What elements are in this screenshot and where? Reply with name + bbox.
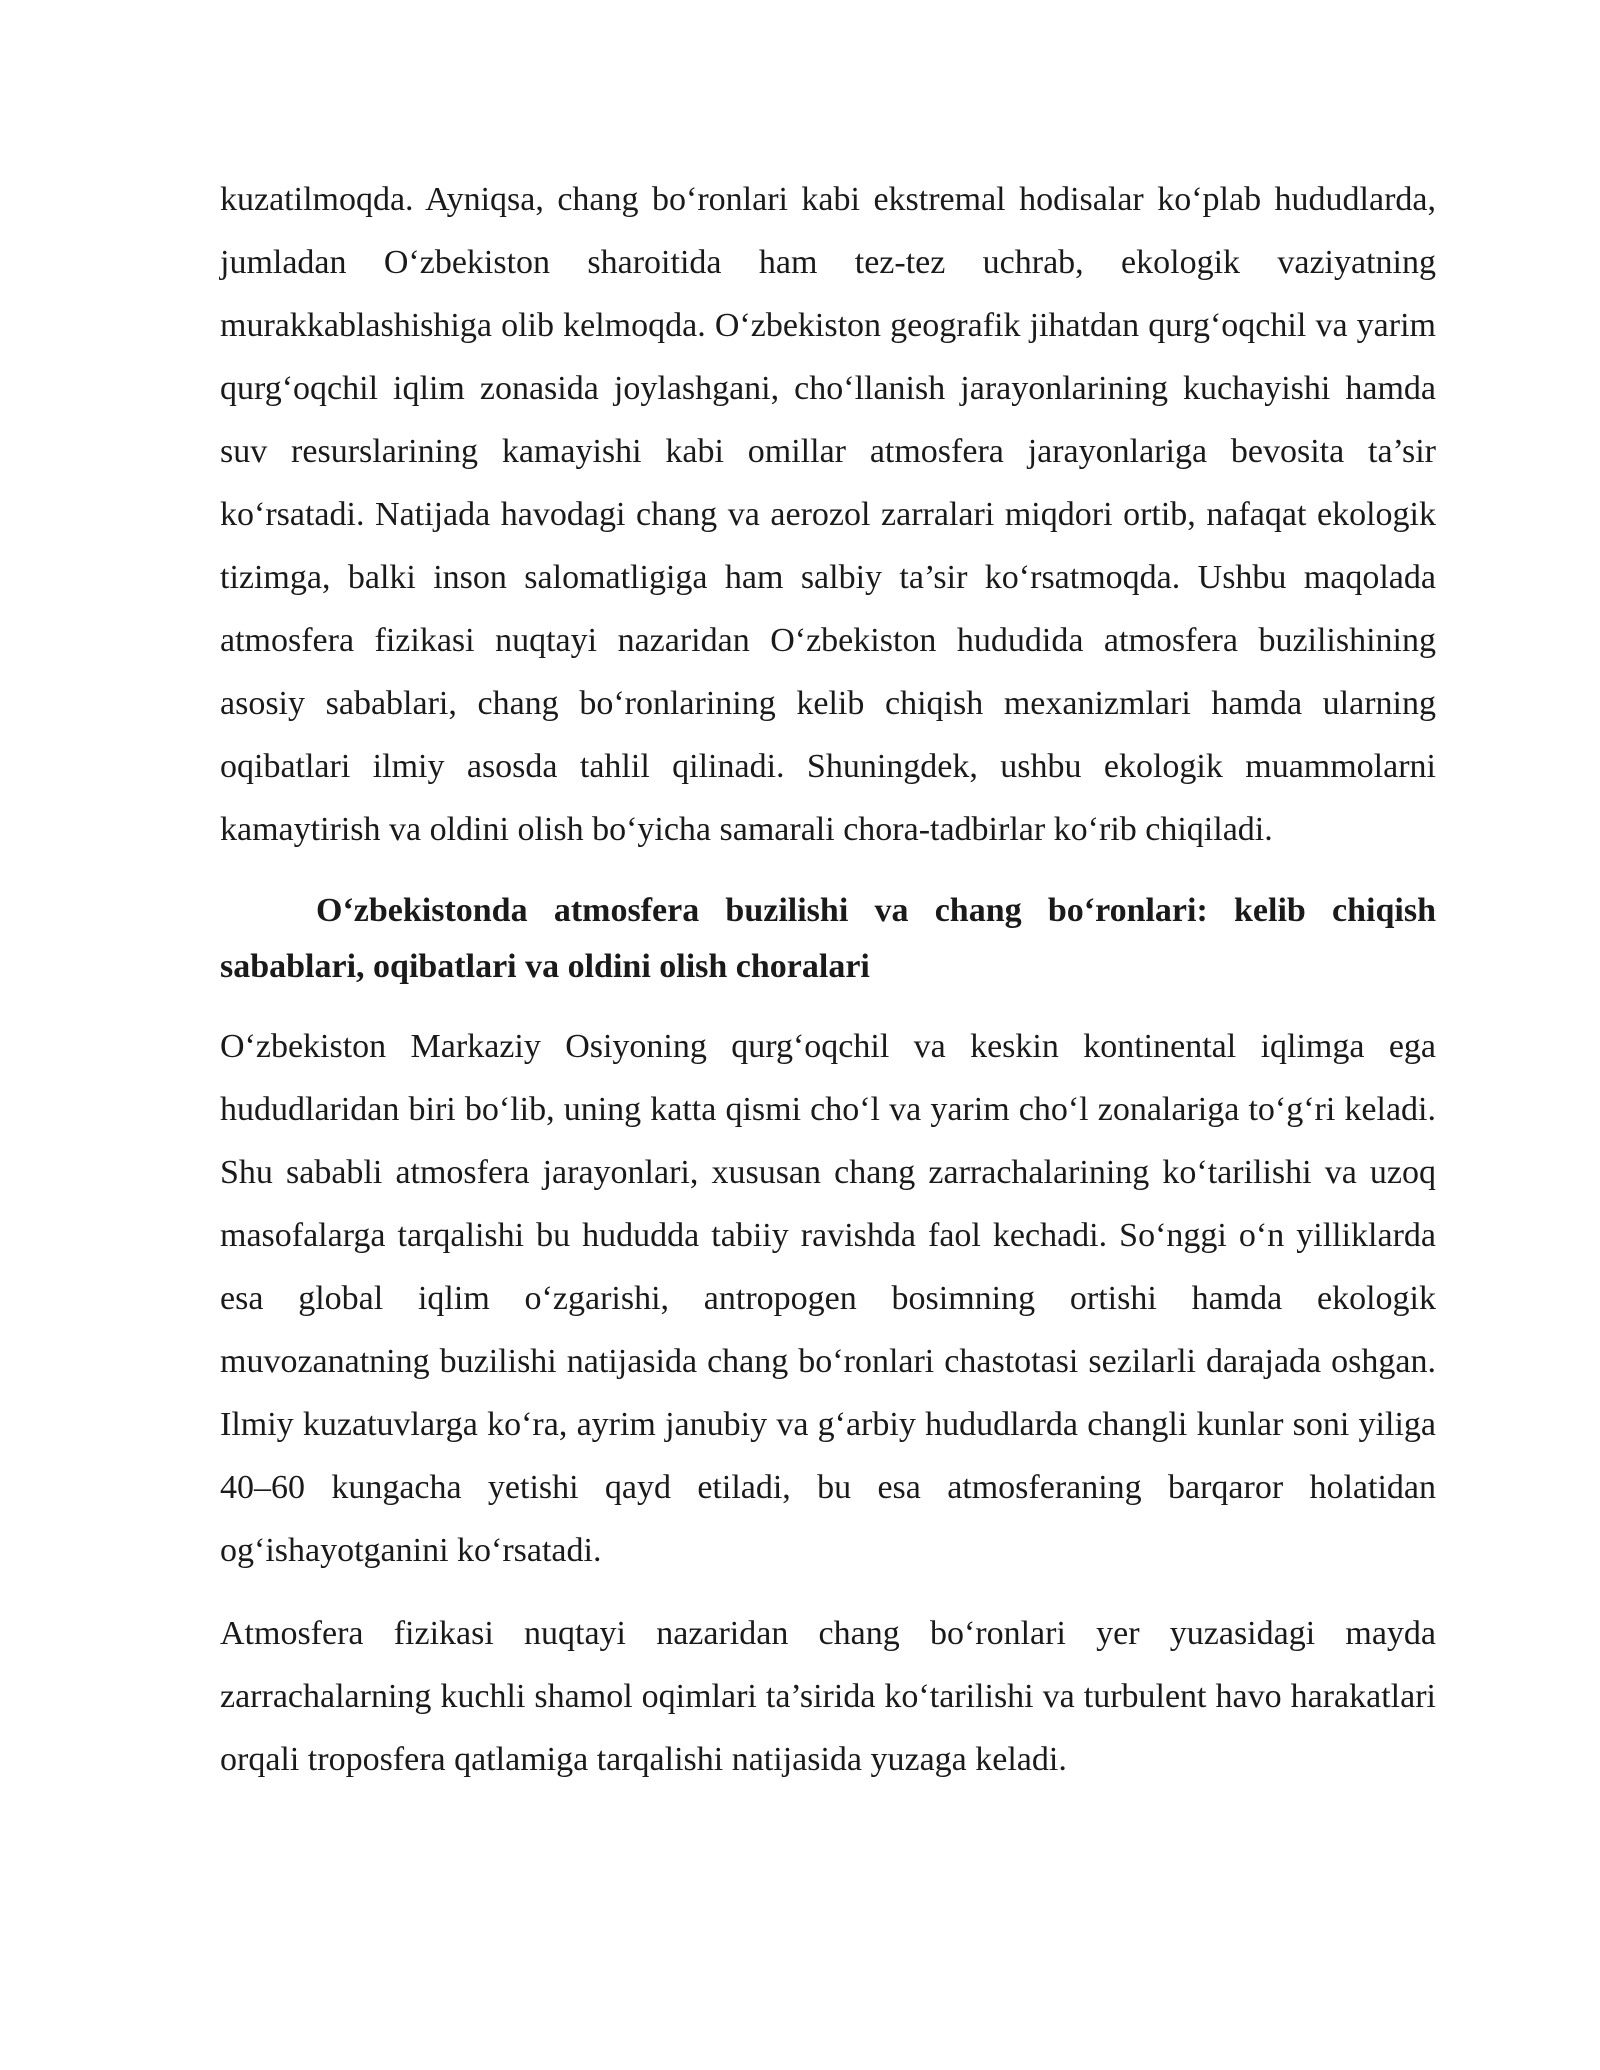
body-paragraph-intro: kuzatilmoqda. Ayniqsa, chang bo‘ronlari kabi ekstremal hodisalar ko‘plab hududlarda, jumladan O‘zbekiston sharoitida ham tez-tez uchrab, ekologik vaziyatning murakkablashishiga olib kelmoqda. O‘zbekiston geografik jihatdan qurg‘oqchil va yarim qurg‘oqchil iqlim zonasida joylashgani, cho‘llanish jarayonlarining kuchayishi hamda suv resurslarining kamayishi kabi omillar atmosfera jarayonlariga bevosita ta’sir ko‘rsatadi. Natijada havodagi chang va aerozol zarralari miqdori ortib, nafaqat ekologik tizimga, balki inson salomatligiga ham salbiy ta’sir ko‘rsatmoqda. Ushbu maqolada atmosfera fizikasi nuqtayi nazaridan O‘zbekiston hududida atmosfera buzilishining asosiy sabablari, chang bo‘ronlarining kelib chiqish mexanizmlari hamda ularning oqibatlari ilmiy asosda tahlil qilinadi. Shuningdek, ushbu ekologik muammolarni kamaytirish va oldini olish bo‘yicha samarali chora-tadbirlar ko‘rib chiqiladi. (220, 181, 1436, 848)
document-page (220, 168, 1436, 1791)
body-paragraph-geography: O‘zbekiston Markaziy Osiyoning qurg‘oqchil va keskin kontinental iqlimga ega hududlaridan biri bo‘lib, uning katta qismi cho‘l va yarim cho‘l zonalariga to‘g‘ri keladi. Shu sababli atmosfera jarayonlari, xususan chang zarrachalarining ko‘tarilishi va uzoq masofalarga tarqalishi bu hududda tabiiy ravishda faol kechadi. So‘nggi o‘n yilliklarda esa global iqlim o‘zgarishi, antropogen bosimning ortishi hamda ekologik muvozanatning buzilishi natijasida chang bo‘ronlari chastotasi sezilarli darajada oshgan. Ilmiy kuzatuvlarga ko‘ra, ayrim janubiy va g‘arbiy hududlarda changli kunlar soni yiliga 40–60 kungacha yetishi qayd etiladi, bu esa atmosferaning barqaror holatidan og‘ishayotganini ko‘rsatadi. (220, 1028, 1436, 1569)
body-paragraph-physics: Atmosfera fizikasi nuqtayi nazaridan chang bo‘ronlari yer yuzasidagi mayda zarrachalarning kuchli shamol oqimlari ta’sirida ko‘tarilishi va turbulent havo harakatlari orqali troposfera qatlamiga tarqalishi natijasida yuzaga keladi. (220, 1615, 1436, 1778)
section-heading: O‘zbekistonda atmosfera buzilishi va chang bo‘ronlari: kelib chiqish sabablari, oqibatlari va oldini olish choralari (220, 892, 1436, 985)
